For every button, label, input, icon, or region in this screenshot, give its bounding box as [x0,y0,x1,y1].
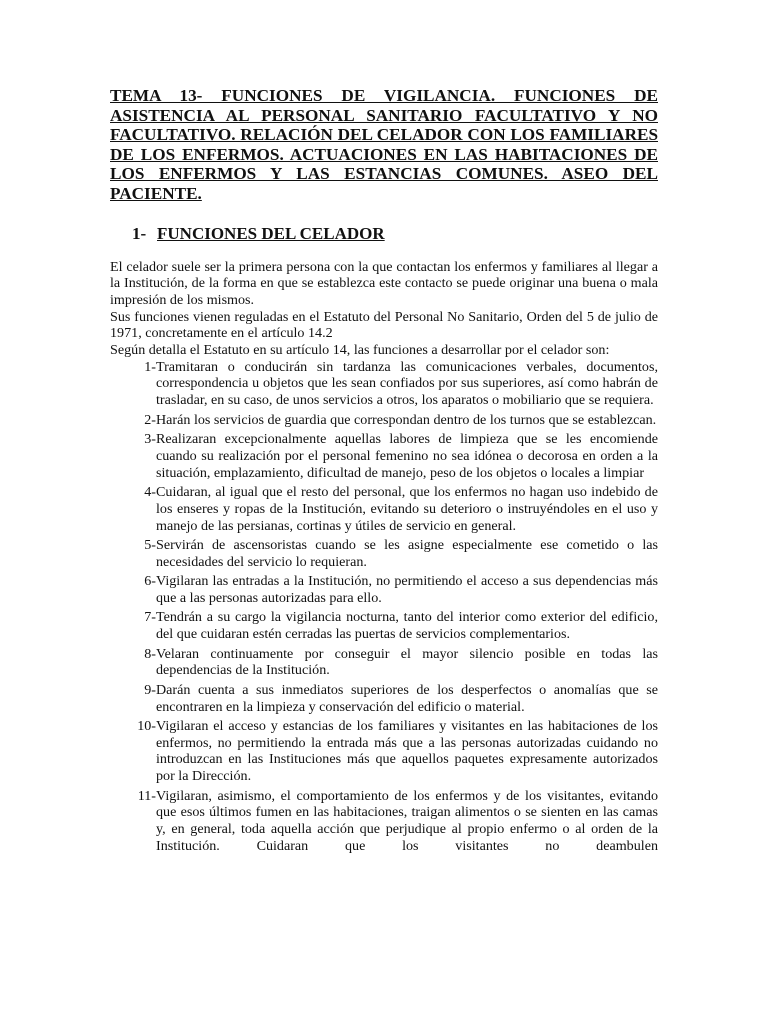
list-item [110,359,658,409]
list-item-text: Vigilaran las entradas a la Institución, no permitiendo el acceso a sus dependencias más que a las personas autorizadas para ello. [156,573,658,606]
list-item-text: Tramitaran o conducirán sin tardanza las comunicaciones verbales, documentos, correspondencia u objetos que les sean confiados por sus superiores, así como habrán de trasladar, en su caso, de unos servicios a otros, los aparatos o mobiliario que se requiera. [156,358,658,409]
list-item [110,537,658,570]
list-item [110,682,658,715]
list-item-number: 5- [144,537,156,553]
section-title: FUNCIONES DEL CELADOR [157,223,385,243]
paragraph-functions-lead: Según detalla el Estatuto en su artículo 14, las funciones a desarrollar por el celador son: [110,342,610,359]
list-item [110,646,658,679]
list-item-number: 11- [137,787,156,804]
list-item-number: 10- [137,718,156,735]
list-item-text: Darán cuenta a sus inmediatos superiores de los desperfectos o anomalías que se encontraren en la limpieza y conservación del edificio o material. [156,681,658,715]
functions-list [110,359,658,855]
list-item-text: Realizaran excepcionalmente aquellas labores de limpieza que se les encomiende cuando su realización por el personal femenino no sea idónea o decorosa en orden a la situación, emplazamiento, dificultad de manejo, peso de los objetos o locales a limpiar [156,431,658,481]
list-item-number: 1- [144,358,156,375]
section-number: 1- [132,223,147,243]
list-item-text: Vigilaran, asimismo, el comportamiento de los enfermos y de los visitantes, evitando que esos últimos fumen en las habitaciones, traigan alimentos o se sienten en las camas y, en general, toda aquella acción que perjudique al propio enfermo o al orden de la Institución. Cuidaran que los visitantes no deambulen [156,787,658,854]
intro-block [110,259,658,359]
list-item [110,431,658,481]
document-page [110,86,658,857]
list-item [110,788,658,855]
list-item [110,609,658,642]
list-item-text: Harán los servicios de guardia que correspondan dentro de los turnos que se establezcan. [156,411,657,428]
paragraph-regulation: Sus funciones vienen reguladas en el Estatuto del Personal No Sanitario, Orden del 5 de julio de 1971, concretamente en el artículo 14.2 [110,308,658,342]
document-title: TEMA 13- FUNCIONES DE VIGILANCIA. FUNCIONES DE ASISTENCIA AL PERSONAL SANITARIO FACULTATIVO Y NO FACULTATIVO. RELACIÓN DEL CELADOR CON LOS FAMILIARES DE LOS ENFERMOS. ACTUACIONES EN LAS HABITACIONES DE LOS ENFERMOS Y LAS ESTANCIAS COMUNES. ASEO DEL PACIENTE. [110,86,658,203]
list-item [110,573,658,606]
list-item-text: Cuidaran, al igual que el resto del personal, que los enfermos no hagan uso indebido de los enseres y ropas de la Institución, evitando su deterioro o instruyéndoles en el uso y manejo de las persianas, cortinas y útiles de servicio en general. [156,484,658,534]
list-item-number: 7- [144,609,156,626]
list-item-text: Servirán de ascensoristas cuando se les asigne especialmente ese cometido o las necesidades del servicio lo requieran. [156,537,658,570]
list-item [110,484,658,534]
list-item-number: 6- [144,573,156,590]
list-item-text: Velaran continuamente por conseguir el mayor silencio posible en todas las dependencias de la Institución. [156,645,658,679]
list-item-text: Vigilaran el acceso y estancias de los familiares y visitantes en las habitaciones de los enfermos, no permitiendo la entrada más que a las personas autorizadas cuidando no introduzcan en las Instituciones más que aquellos paquetes expresamente autorizados por la Dirección. [156,718,658,785]
list-item [110,718,658,785]
list-item-number: 4- [144,484,156,501]
section-heading [132,223,658,245]
list-item-number: 2- [144,411,156,428]
list-item-text: Tendrán a su cargo la vigilancia nocturna, tanto del interior como exterior del edificio, del que cuidaran estén cerradas las puertas de servicios complementarios. [156,609,658,643]
list-item-number: 9- [144,681,156,698]
list-item [110,412,658,429]
list-item-number: 8- [144,645,156,662]
paragraph-intro: El celador suele ser la primera persona con la que contactan los enfermos y familiares al llegar a la Institución, de la forma en que se establezca este contacto se puede originar una buena o mala impresión de los mismos. [110,258,658,308]
list-item-number: 3- [144,431,156,448]
